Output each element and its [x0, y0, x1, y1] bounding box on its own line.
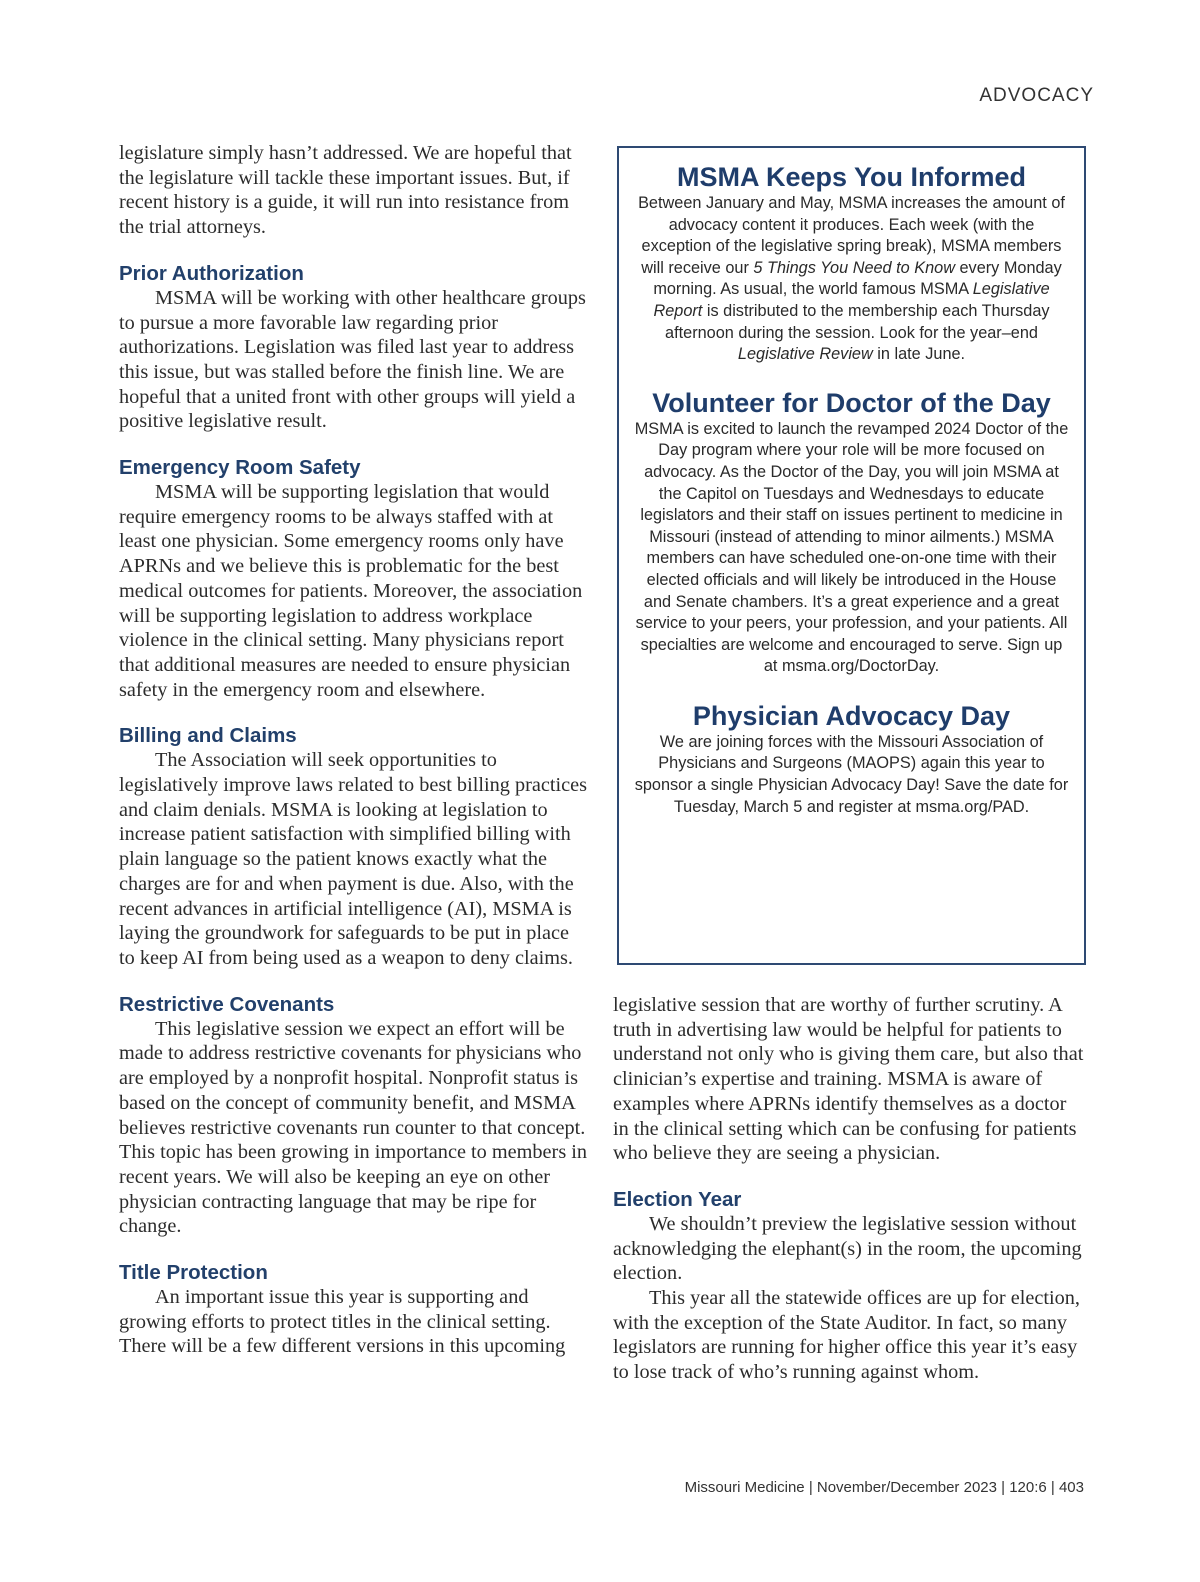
- paragraph-election-year-2: This year all the statewide offices are up for election, with the exception of the State Auditor. In fact, so many legislators are running for higher office this year it’s easy to lose track of who’s running against whom.: [613, 1287, 1080, 1384]
- informed-title: MSMA Keeps You Informed: [676, 162, 1027, 192]
- informed-text-part: in late June.: [872, 345, 966, 364]
- five-things-title: 5 Things You Need to Know: [753, 258, 955, 277]
- paragraph-emergency-room-safety: MSMA will be supporting legislation that would require emergency rooms to be always staffed with at least one physician. Some emergency rooms only have APRNs and we believe this is problematic for the best medical outcomes for patients. Moreover, the association will be supporting legislation to address workplace violence in the clinical setting. Many physicians report that additional measures are needed to ensure physician safety in the emergency room and elsewhere.: [119, 481, 583, 701]
- paragraph-prior-authorization: MSMA will be working with other healthcare groups to pursue a more favorable law regarding prior authorizations. Legislation was filed last year to address this issue, but was stalled before the finish line. We are hopeful that a united front with other groups will yield a positive legislative result.: [119, 286, 586, 433]
- legislative-review-title: Legislative Review: [737, 345, 873, 364]
- advocacy-day-text: We are joining forces with the Missouri Association of Physicians and Surgeons (MAOPS) again this year to sponsor a single Physician Advocacy Day! Save the date for Tuesday, March 5 and register at msma.org/PAD.: [634, 732, 1069, 816]
- section-label: ADVOCACY: [979, 85, 1094, 106]
- heading-election-year: Election Year: [613, 1187, 742, 1211]
- title-protection-continuation: legislative session that are worthy of further scrutiny. A truth in advertising law would be helpful for patients to understand not only who is giving them care, but also that clinician’s expertise and training. MSMA is aware of examples where APRNs identify themselves as a doctor in the clinical setting which can be confusing for patients who believe they are seeing a physician.: [613, 994, 1084, 1165]
- left-column: [119, 141, 589, 1359]
- heading-emergency-room-safety: Emergency Room Safety: [119, 456, 361, 480]
- advocacy-day-title: Physician Advocacy Day: [692, 700, 1011, 731]
- heading-billing-and-claims: Billing and Claims: [119, 724, 297, 748]
- informed-text: [633, 193, 1070, 366]
- paragraph-restrictive-covenants: This legislative session we expect an effort will be made to address restrictive covenants for physicians who are employed by a nonprofit hospital. Nonprofit status is based on the concept of community benefit, and MSMA believes restrictive covenants run counter to that concept. This topic has been growing in importance to members in recent years. We will also be keeping an eye on other physician contracting language that may be ripe for change.: [119, 1017, 588, 1238]
- paragraph-billing-and-claims: The Association will seek opportunities to legislatively improve laws related to best billing practices and claim denials. MSMA is looking at legislation to increase patient satisfaction with simplified billing with plain language so the patient knows exactly what the charges are for and when payment is due. Also, with the recent advances in artificial intelligence (AI), MSMA is laying the groundwork for safeguards to be put in place to keep AI from being used as a weapon to deny claims.: [119, 749, 588, 969]
- paragraph-title-protection: An important issue this year is supporting and growing efforts to protect titles in the clinical setting. There will be a few different versions in this upcoming: [119, 1286, 566, 1358]
- paragraph-election-year-1: We shouldn’t preview the legislative session without acknowledging the elephant(s) in the room, the upcoming election.: [613, 1212, 1082, 1285]
- volunteer-text: MSMA is excited to launch the revamped 2024 Doctor of the Day program where your role will be more focused on advocacy. As the Doctor of the Day, you will join MSMA at the Capitol on Tuesdays and Wednesdays to educate legislators and their staff on issues pertinent to medicine in Missouri (instead of attending to minor ailments.) MSMA members can have scheduled one-on-one time with their elected officials and will likely be introduced in the House and Senate chambers. It’s a great experience and a great service to your peers, your profession, and your patients. All specialties are welcome and encouraged to serve. Sign up at msma.org/DoctorDay.: [634, 419, 1069, 676]
- heading-prior-authorization: Prior Authorization: [119, 261, 304, 285]
- intro-paragraph: legislature simply hasn’t addressed. We are hopeful that the legislature will tackle these important issues. But, if recent history is a guide, it will run into resistance from the trial attorneys.: [119, 142, 572, 239]
- heading-restrictive-covenants: Restrictive Covenants: [119, 992, 335, 1016]
- heading-title-protection: Title Protection: [119, 1261, 268, 1285]
- legislative-report-title: Legislative Report: [653, 280, 1050, 320]
- volunteer-title: Volunteer for Doctor of the Day: [652, 387, 1051, 418]
- informed-text-part: is distributed to the membership each Thursday afternoon during the session. Look for the year–end: [665, 301, 1050, 342]
- informed-text-part: Between January and May, MSMA increases the amount of advocacy content it produces. Each week (with the exception of the legislative spring break), MSMA members will receive our: [638, 194, 1065, 277]
- sidebar-infobox: [617, 146, 1086, 965]
- page-footer: Missouri Medicine | November/December 2023 | 120:6 | 403: [684, 1479, 1084, 1496]
- informed-text-part: every Monday morning. As usual, the world famous MSMA: [653, 258, 1062, 299]
- right-column: [613, 993, 1085, 1385]
